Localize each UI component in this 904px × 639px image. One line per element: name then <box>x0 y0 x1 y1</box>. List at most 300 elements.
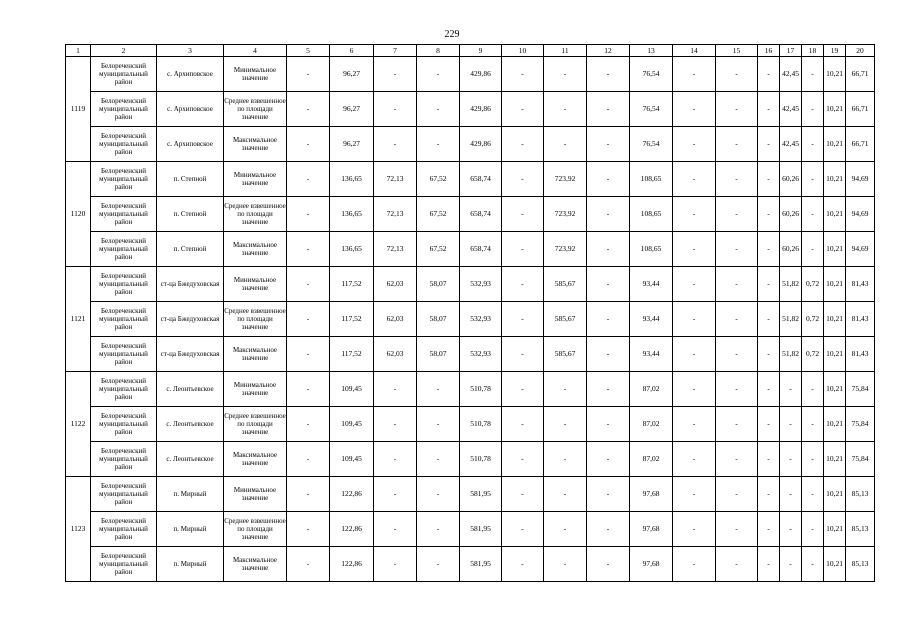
table-cell: - <box>758 477 780 512</box>
table-cell: - <box>802 57 824 92</box>
table-cell: Белореченский муниципальный район <box>91 232 157 267</box>
table-cell: 87,02 <box>630 407 673 442</box>
table-cell: 66,71 <box>846 92 875 127</box>
table-cell: п. Степной <box>157 232 224 267</box>
table-cell: - <box>780 512 802 547</box>
table-cell: с. Леонтьевское <box>157 372 224 407</box>
table-cell: - <box>716 267 758 302</box>
table-cell: - <box>417 92 460 127</box>
table-cell: 429,86 <box>460 92 502 127</box>
table-cell: - <box>502 547 544 582</box>
table-cell: 66,71 <box>846 127 875 162</box>
column-number: 3 <box>157 45 224 57</box>
table-cell: - <box>417 372 460 407</box>
table-cell: 532,93 <box>460 302 502 337</box>
table-cell: Минимальное значение <box>224 162 287 197</box>
table-cell: - <box>374 127 417 162</box>
table-cell: Белореченский муниципальный район <box>91 442 157 477</box>
column-number: 19 <box>824 45 846 57</box>
table-cell: Белореченский муниципальный район <box>91 337 157 372</box>
table-cell: - <box>374 442 417 477</box>
table-cell: - <box>802 442 824 477</box>
table-cell: 109,45 <box>330 407 374 442</box>
table-cell: 85,13 <box>846 547 875 582</box>
table-cell: Белореченский муниципальный район <box>91 512 157 547</box>
table-cell: Среднее взвешенное по площади значение <box>224 92 287 127</box>
table-cell: - <box>716 127 758 162</box>
table-cell: 510,78 <box>460 442 502 477</box>
table-cell: 109,45 <box>330 442 374 477</box>
table-cell: 75,84 <box>846 407 875 442</box>
table-cell: 585,67 <box>544 337 587 372</box>
table-cell: - <box>673 372 716 407</box>
table-cell: 0,72 <box>802 302 824 337</box>
table-cell: 10,21 <box>824 337 846 372</box>
table-cell: - <box>502 162 544 197</box>
table-row <box>66 232 875 267</box>
table-cell: 94,69 <box>846 162 875 197</box>
table-cell: 87,02 <box>630 442 673 477</box>
table-cell: 58,07 <box>417 267 460 302</box>
table-cell: 67,52 <box>417 232 460 267</box>
table-cell: Белореченский муниципальный район <box>91 267 157 302</box>
table-cell: 581,95 <box>460 477 502 512</box>
table-cell: - <box>802 92 824 127</box>
table-cell: - <box>287 477 330 512</box>
table-cell: - <box>673 232 716 267</box>
table-cell: 58,07 <box>417 302 460 337</box>
table-cell: - <box>287 162 330 197</box>
table-cell: - <box>287 197 330 232</box>
table-cell: - <box>758 267 780 302</box>
table-cell: - <box>673 267 716 302</box>
table-cell: Белореченский муниципальный район <box>91 302 157 337</box>
table-cell: 62,03 <box>374 302 417 337</box>
page-number: 229 <box>444 29 460 40</box>
table-cell: - <box>502 92 544 127</box>
table-cell: - <box>673 442 716 477</box>
table-cell: 60,26 <box>780 232 802 267</box>
table-cell: - <box>758 372 780 407</box>
table-cell: 96,27 <box>330 57 374 92</box>
table-row <box>66 57 875 92</box>
table-cell: - <box>716 407 758 442</box>
table-cell: 10,21 <box>824 267 846 302</box>
table-row <box>66 407 875 442</box>
column-number: 7 <box>374 45 417 57</box>
table-cell: - <box>587 547 630 582</box>
row-id-cell: 1119 <box>66 57 91 162</box>
table-cell: 136,65 <box>330 162 374 197</box>
table-cell: - <box>716 372 758 407</box>
column-number-row <box>66 45 875 57</box>
table-cell: 136,65 <box>330 232 374 267</box>
table-cell: 75,84 <box>846 442 875 477</box>
table-cell: 97,68 <box>630 512 673 547</box>
table-cell: 94,69 <box>846 197 875 232</box>
table-cell: - <box>587 127 630 162</box>
table-body <box>66 45 875 582</box>
table-cell: - <box>502 442 544 477</box>
table-cell: Белореченский муниципальный район <box>91 162 157 197</box>
table-cell: п. Степной <box>157 197 224 232</box>
table-cell: 117,52 <box>330 267 374 302</box>
table-cell: - <box>716 442 758 477</box>
table-cell: - <box>587 442 630 477</box>
table-cell: - <box>374 372 417 407</box>
table-cell: - <box>287 267 330 302</box>
column-number: 10 <box>502 45 544 57</box>
table-row <box>66 197 875 232</box>
table-cell: - <box>673 162 716 197</box>
table-cell: 10,21 <box>824 92 846 127</box>
table-cell: 76,54 <box>630 92 673 127</box>
table-cell: 96,27 <box>330 92 374 127</box>
table-cell: 60,26 <box>780 197 802 232</box>
table-cell: с. Леонтьевское <box>157 442 224 477</box>
table-cell: 67,52 <box>417 162 460 197</box>
column-number: 17 <box>780 45 802 57</box>
table-cell: - <box>417 547 460 582</box>
table-cell: - <box>716 337 758 372</box>
table-cell: 108,65 <box>630 197 673 232</box>
table-cell: 429,86 <box>460 57 502 92</box>
table-row <box>66 127 875 162</box>
table-cell: 85,13 <box>846 512 875 547</box>
table-row <box>66 372 875 407</box>
row-id-cell: 1123 <box>66 477 91 582</box>
table-cell: 97,68 <box>630 547 673 582</box>
table-cell: - <box>417 127 460 162</box>
column-number: 9 <box>460 45 502 57</box>
table-cell: п. Мирный <box>157 547 224 582</box>
table-cell: 10,21 <box>824 372 846 407</box>
table-cell: - <box>758 92 780 127</box>
table-cell: Максимальное значение <box>224 337 287 372</box>
table-cell: 10,21 <box>824 57 846 92</box>
table-cell: Белореченский муниципальный район <box>91 127 157 162</box>
table-cell: - <box>716 197 758 232</box>
table-cell: - <box>287 442 330 477</box>
table-cell: 81,43 <box>846 302 875 337</box>
column-number: 2 <box>91 45 157 57</box>
table-cell: 658,74 <box>460 232 502 267</box>
table-cell: 510,78 <box>460 407 502 442</box>
table-cell: 0,72 <box>802 267 824 302</box>
table-cell: 62,03 <box>374 267 417 302</box>
table-cell: 76,54 <box>630 127 673 162</box>
table-cell: 658,74 <box>460 197 502 232</box>
table-cell: - <box>673 337 716 372</box>
table-cell: 42,45 <box>780 92 802 127</box>
table-cell: - <box>673 407 716 442</box>
table-cell: Минимальное значение <box>224 267 287 302</box>
table-cell: 122,86 <box>330 547 374 582</box>
table-cell: 581,95 <box>460 512 502 547</box>
table-row <box>66 442 875 477</box>
table-cell: 62,03 <box>374 337 417 372</box>
table-cell: Белореченский муниципальный район <box>91 547 157 582</box>
table-cell: 10,21 <box>824 197 846 232</box>
table-cell: - <box>758 337 780 372</box>
table-cell: - <box>673 127 716 162</box>
table-cell: - <box>758 162 780 197</box>
table-cell: Среднее взвешенное по площади значение <box>224 512 287 547</box>
table-cell: Максимальное значение <box>224 442 287 477</box>
table-cell: 108,65 <box>630 232 673 267</box>
table-cell: - <box>716 162 758 197</box>
table-cell: - <box>802 407 824 442</box>
table-cell: - <box>780 477 802 512</box>
table-row <box>66 267 875 302</box>
table-cell: ст-ца Бжедуховская <box>157 337 224 372</box>
table-cell: Белореченский муниципальный район <box>91 407 157 442</box>
table-cell: 66,71 <box>846 57 875 92</box>
table-cell: с. Архиповское <box>157 92 224 127</box>
table-cell: 97,68 <box>630 477 673 512</box>
table-cell: - <box>374 547 417 582</box>
table-cell: - <box>587 197 630 232</box>
table-cell: - <box>287 337 330 372</box>
table-cell: 658,74 <box>460 162 502 197</box>
table-cell: 93,44 <box>630 302 673 337</box>
table-cell: 10,21 <box>824 477 846 512</box>
table-cell: 58,07 <box>417 337 460 372</box>
table-row <box>66 162 875 197</box>
table-cell: с. Архиповское <box>157 127 224 162</box>
table-cell: - <box>758 442 780 477</box>
table-cell: Белореченский муниципальный район <box>91 197 157 232</box>
table-cell: Минимальное значение <box>224 57 287 92</box>
table-cell: 81,43 <box>846 337 875 372</box>
table-cell: - <box>417 442 460 477</box>
table-cell: 10,21 <box>824 162 846 197</box>
table-cell: Максимальное значение <box>224 547 287 582</box>
table-cell: - <box>544 127 587 162</box>
table-cell: - <box>287 127 330 162</box>
table-cell: - <box>587 407 630 442</box>
table-cell: - <box>780 407 802 442</box>
table-cell: - <box>544 477 587 512</box>
table-cell: - <box>673 547 716 582</box>
table-cell: 581,95 <box>460 547 502 582</box>
table-cell: - <box>758 232 780 267</box>
table-cell: 93,44 <box>630 267 673 302</box>
table-cell: - <box>673 512 716 547</box>
table-cell: - <box>287 547 330 582</box>
table-cell: - <box>587 337 630 372</box>
column-number: 12 <box>587 45 630 57</box>
table-cell: 10,21 <box>824 547 846 582</box>
table-cell: - <box>780 372 802 407</box>
column-number: 8 <box>417 45 460 57</box>
table-cell: 42,45 <box>780 127 802 162</box>
table-cell: 93,44 <box>630 337 673 372</box>
table-cell: - <box>802 232 824 267</box>
table-cell: 10,21 <box>824 512 846 547</box>
column-number: 15 <box>716 45 758 57</box>
table-cell: с. Архиповское <box>157 57 224 92</box>
table-cell: - <box>502 407 544 442</box>
table-cell: - <box>502 267 544 302</box>
table-cell: - <box>802 197 824 232</box>
table-cell: 96,27 <box>330 127 374 162</box>
table-cell: - <box>673 197 716 232</box>
table-cell: - <box>587 302 630 337</box>
table-cell: - <box>544 547 587 582</box>
table-cell: - <box>287 407 330 442</box>
table-cell: 0,72 <box>802 337 824 372</box>
table-cell: - <box>587 267 630 302</box>
table-cell: п. Мирный <box>157 477 224 512</box>
table-cell: - <box>544 407 587 442</box>
table-cell: - <box>716 57 758 92</box>
row-id-cell: 1122 <box>66 372 91 477</box>
table-cell: 72,13 <box>374 162 417 197</box>
table-cell: - <box>673 302 716 337</box>
table-cell: - <box>587 477 630 512</box>
table-cell: 10,21 <box>824 302 846 337</box>
table-cell: - <box>587 372 630 407</box>
table-cell: - <box>544 372 587 407</box>
table-cell: 723,92 <box>544 162 587 197</box>
table-cell: - <box>287 512 330 547</box>
column-number: 5 <box>287 45 330 57</box>
table-cell: - <box>374 407 417 442</box>
table-cell: 117,52 <box>330 302 374 337</box>
table-cell: - <box>287 57 330 92</box>
table-cell: - <box>780 547 802 582</box>
table-cell: - <box>780 442 802 477</box>
table-cell: - <box>502 512 544 547</box>
table-cell: - <box>758 302 780 337</box>
table-cell: Минимальное значение <box>224 477 287 512</box>
table-cell: 429,86 <box>460 127 502 162</box>
table-row <box>66 337 875 372</box>
table-cell: 10,21 <box>824 407 846 442</box>
table-cell: - <box>802 372 824 407</box>
table-cell: - <box>673 477 716 512</box>
table-cell: - <box>502 57 544 92</box>
table-cell: 51,82 <box>780 267 802 302</box>
table-cell: - <box>673 92 716 127</box>
column-number: 4 <box>224 45 287 57</box>
table-cell: - <box>716 477 758 512</box>
table-cell: 510,78 <box>460 372 502 407</box>
table-cell: 67,52 <box>417 197 460 232</box>
table-cell: 51,82 <box>780 337 802 372</box>
table-cell: - <box>758 197 780 232</box>
table-cell: 532,93 <box>460 337 502 372</box>
table-cell: Среднее взвешенное по площади значение <box>224 302 287 337</box>
table-cell: - <box>287 92 330 127</box>
table-cell: - <box>758 512 780 547</box>
table-cell: 81,43 <box>846 267 875 302</box>
table-cell: - <box>544 442 587 477</box>
table-cell: - <box>544 512 587 547</box>
table-cell: Белореченский муниципальный район <box>91 92 157 127</box>
table-cell: 10,21 <box>824 127 846 162</box>
table-cell: Максимальное значение <box>224 232 287 267</box>
column-number: 11 <box>544 45 587 57</box>
table-cell: - <box>544 92 587 127</box>
table-row <box>66 547 875 582</box>
column-number: 14 <box>673 45 716 57</box>
table-cell: - <box>502 127 544 162</box>
table-cell: - <box>417 407 460 442</box>
table-cell: - <box>802 547 824 582</box>
table-cell: 72,13 <box>374 232 417 267</box>
table-cell: с. Леонтьевское <box>157 407 224 442</box>
table-cell: - <box>374 92 417 127</box>
table-cell: ст-ца Бжедуховская <box>157 267 224 302</box>
column-number: 6 <box>330 45 374 57</box>
table-cell: 109,45 <box>330 372 374 407</box>
table-cell: - <box>758 407 780 442</box>
table-cell: - <box>502 232 544 267</box>
table-cell: - <box>587 162 630 197</box>
table-cell: - <box>287 232 330 267</box>
table-cell: 122,86 <box>330 512 374 547</box>
table-cell: - <box>502 372 544 407</box>
table-cell: - <box>587 512 630 547</box>
table-cell: - <box>374 477 417 512</box>
table-row <box>66 92 875 127</box>
table-cell: - <box>587 232 630 267</box>
table-cell: Максимальное значение <box>224 127 287 162</box>
table-cell: - <box>716 512 758 547</box>
table-cell: Белореченский муниципальный район <box>91 372 157 407</box>
table-cell: - <box>716 302 758 337</box>
row-id-cell: 1121 <box>66 267 91 372</box>
table-cell: - <box>587 57 630 92</box>
table-cell: 75,84 <box>846 372 875 407</box>
table-cell: 51,82 <box>780 302 802 337</box>
table-cell: - <box>802 477 824 512</box>
table-cell: 76,54 <box>630 57 673 92</box>
table-cell: 585,67 <box>544 267 587 302</box>
table-cell: ст-ца Бжедуховская <box>157 302 224 337</box>
table-cell: - <box>716 232 758 267</box>
table-cell: 10,21 <box>824 232 846 267</box>
column-number: 13 <box>630 45 673 57</box>
table-cell: - <box>716 92 758 127</box>
table-row <box>66 302 875 337</box>
column-number: 20 <box>846 45 875 57</box>
table-cell: 723,92 <box>544 232 587 267</box>
table-cell: - <box>374 57 417 92</box>
table-cell: - <box>673 57 716 92</box>
table-cell: - <box>502 477 544 512</box>
table-cell: 87,02 <box>630 372 673 407</box>
table-cell: - <box>417 57 460 92</box>
table-cell: - <box>758 127 780 162</box>
table-row <box>66 512 875 547</box>
table-cell: - <box>287 302 330 337</box>
table-cell: - <box>587 92 630 127</box>
table-cell: 117,52 <box>330 337 374 372</box>
table-cell: 10,21 <box>824 442 846 477</box>
table-cell: п. Мирный <box>157 512 224 547</box>
table-cell: - <box>502 337 544 372</box>
table-cell: Минимальное значение <box>224 372 287 407</box>
table-cell: - <box>417 477 460 512</box>
column-number: 16 <box>758 45 780 57</box>
table-cell: 108,65 <box>630 162 673 197</box>
table-cell: - <box>716 547 758 582</box>
table-cell: - <box>802 162 824 197</box>
column-number: 18 <box>802 45 824 57</box>
